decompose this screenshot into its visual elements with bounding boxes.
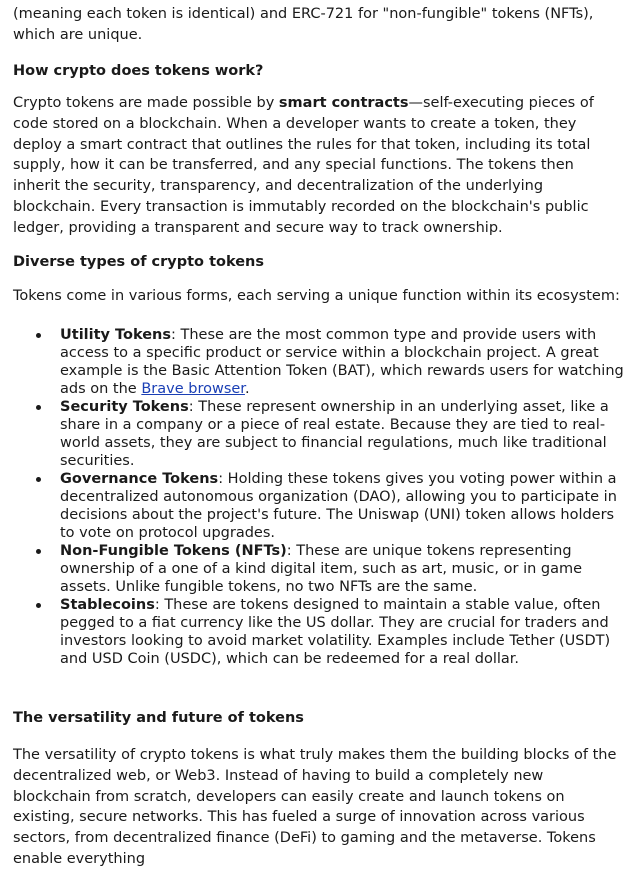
term-security: Security Tokens [60, 399, 189, 415]
future-paragraph: The versatility of crypto tokens is what truly makes them the building blocks of the decentralized web, or Web3. Instead of having to build a completely new blockchain from scratch, developers can easily create and launch tokens on existing, secure networks. This has fueled a surge of innovation across various sectors, from decentralized finance (DeFi) to gaming and the metaverse. Tokens enable everything [13, 747, 617, 867]
list-item-utility [13, 326, 625, 398]
list-item-security [13, 398, 625, 470]
how-text-start: Crypto tokens are made possible by [13, 95, 279, 111]
desc-governance: : Holding these tokens gives you voting power within a decentralized autonomous organization (DAO), allowing you to participate in decisions about the project's future. The Uniswap (UNI) token allows holders to vote on protocol upgrades. [60, 471, 617, 541]
list-item-nft [13, 542, 625, 596]
desc-utility-end: . [244, 381, 250, 397]
desc-utility: : These are the most common type and provide users with access to a specific product or service within a blockchain project. A great example is the Basic Attention Token (BAT), which rewards users for watching ads on the [60, 327, 624, 397]
smart-contracts-term: smart contracts [278, 95, 409, 111]
desc-stablecoins: : These are tokens designed to maintain a stable value, often pegged to a fiat currency like the US dollar. They are crucial for traders and investors looking to avoid market volatility. Examples include Tether (USDT) and USD Coin (USDC), which can be redeemed for a real dollar. [60, 597, 611, 667]
list-item-governance [13, 470, 625, 542]
term-stablecoins: Stablecoins [60, 597, 155, 613]
intro-paragraph [13, 4, 625, 46]
how-heading: How crypto does tokens work? [13, 63, 264, 79]
types-intro: Tokens come in various forms, each serving a unique function within its ecosystem: [13, 288, 620, 304]
how-text-rest: —self-executing pieces of code stored on a blockchain. When a developer wants to create a token, they deploy a smart contract that outlines the rules for that token, including its total supply, how it can be transferred, and any special functions. The tokens then inherit the security, transparency, and decentralization of the underlying blockchain. Every transaction is immutably recorded on the blockchain's public ledger, providing a transparent and secure way to track ownership. [13, 95, 594, 236]
term-utility: Utility Tokens [60, 327, 172, 343]
list-item-stablecoins [13, 596, 625, 668]
types-heading: Diverse types of crypto tokens [13, 254, 265, 270]
term-governance: Governance Tokens [60, 471, 219, 487]
term-nft: Non-Fungible Tokens (NFTs) [60, 543, 287, 559]
future-heading: The versatility and future of tokens [13, 710, 304, 726]
how-paragraph [13, 93, 625, 239]
intro-text: (meaning each token is identical) and ERC-721 for "non-fungible" tokens (NFTs), which are unique. [13, 6, 594, 43]
token-types-list [13, 326, 625, 668]
desc-security: : These represent ownership in an underlying asset, like a share in a company or a piece of real estate. Because they are tied to real-world assets, they are subject to financial regulations, much like traditional securities. [60, 399, 609, 469]
desc-nft: : These are unique tokens representing ownership of a one of a kind digital item, such as art, music, or in game assets. Unlike fungible tokens, no two NFTs are the same. [60, 543, 583, 595]
brave-browser-link[interactable]: Brave browser [141, 381, 245, 397]
